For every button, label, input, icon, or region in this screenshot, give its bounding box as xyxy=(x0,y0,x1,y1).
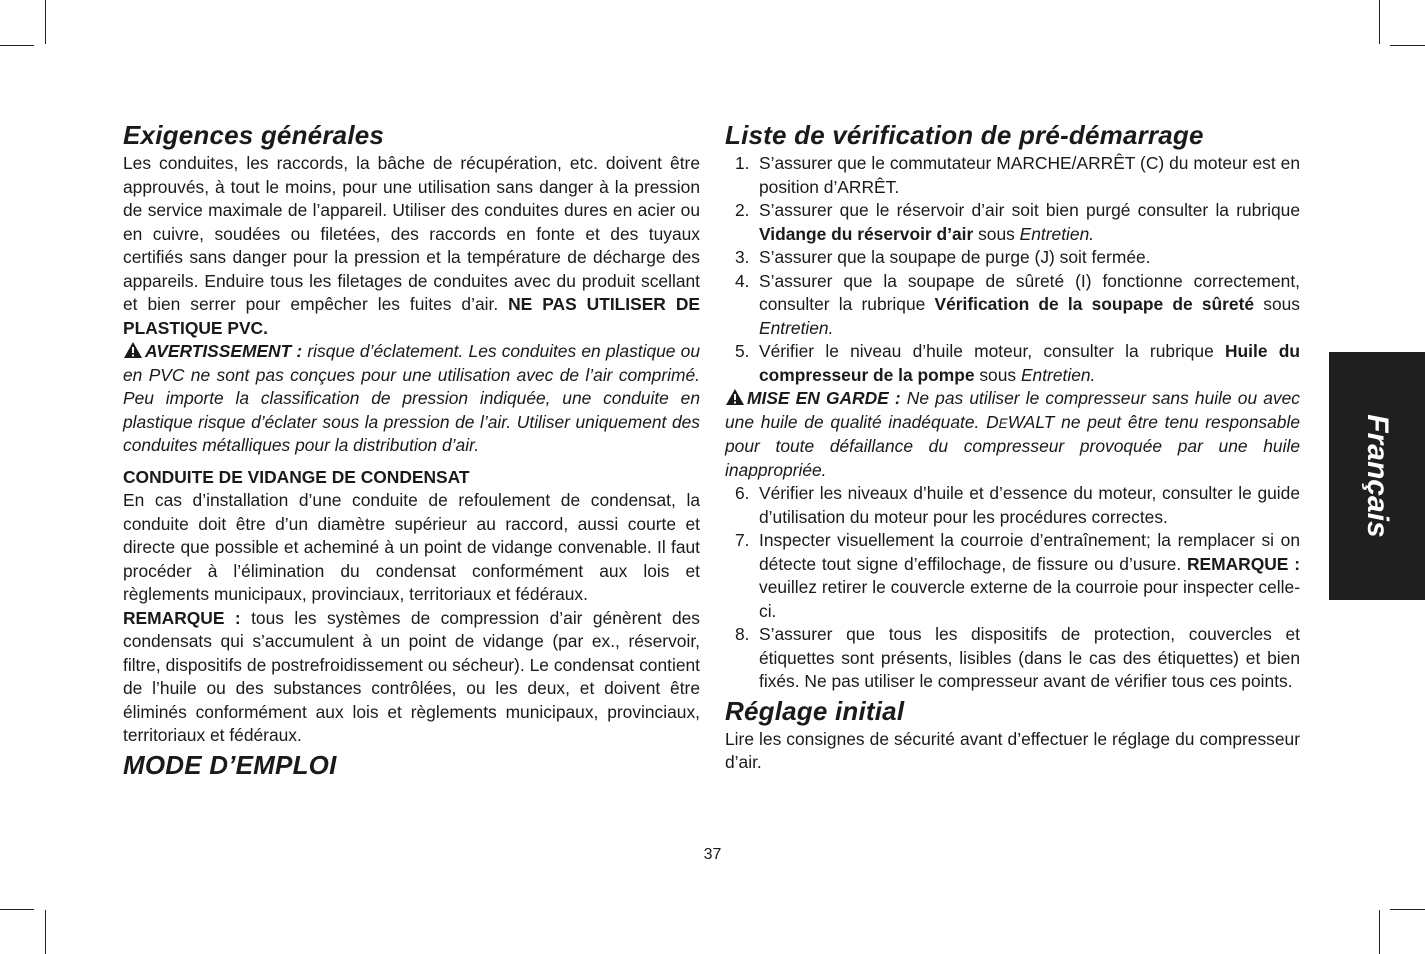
list-item: 5. Vérifier le niveau d’huile moteur, consulter la rubrique Huile du compresseur de la pompe sous Entretien. xyxy=(735,341,1300,385)
list-item: 1. S’assurer que le commutateur MARCHE/ARRÊT (C) du moteur est en position d’ARRÊT. xyxy=(735,153,1300,197)
heading-prestart-checklist: Liste de vérification de pré-démarrage xyxy=(725,120,1204,150)
brand-small-cap: E xyxy=(998,415,1008,431)
right-column xyxy=(725,118,1300,775)
no-pvc-notice: NE PAS UTILISER DE PLASTIQUE PVC. xyxy=(123,294,700,338)
language-side-tab xyxy=(1329,352,1425,600)
crop-mark xyxy=(1390,909,1425,910)
list-item: 7. Inspecter visuellement la courroie d’entraînement; la remplacer si on détecte tout signe d’effilochage, de fissure ou d’usure. REMARQUE : veuillez retirer le couvercle externe de la courroie pour inspecter celle-ci. xyxy=(735,530,1300,621)
warning-text: risque d’éclatement. Les conduites en plastique ou en PVC ne sont pas conçues pour une utilisation avec de l’air comprimé. Peu importe la classification de pression indiquée, une conduite en plastique risque d’éclater sous la pression de l’air. Utiliser uniquement des conduites métalliques pour la distribution d’air. xyxy=(123,341,700,455)
list-item: 2. S’assurer que le réservoir d’air soit bien purgé consulter la rubrique Vidange du réservoir d’air sous Entretien. xyxy=(735,200,1300,244)
note-label: REMARQUE : xyxy=(123,607,241,628)
checklist-steps-continued xyxy=(725,482,1300,694)
list-item: 8. S’assurer que tous les dispositifs de protection, couvercles et étiquettes sont présents, lisibles (dans le cas des étiquettes) et bien fixés. Ne pas utiliser le compresseur avant de vérifier tous ces points. xyxy=(735,624,1300,691)
left-column xyxy=(123,118,700,782)
heading-initial-setup: Réglage initial xyxy=(725,695,905,726)
condensate-paragraph: En cas d’installation d’une conduite de refoulement de condensat, la conduite doit être d’un diamètre supérieur au raccord, aussi courte et directe que possible et acheminé à un point de vidange convenable. Il faut procéder à l’élimination du condensat conformément aux lois et règlements municipaux, provinciaux, territoriaux et fédéraux. xyxy=(123,490,700,604)
page-number: 37 xyxy=(703,846,722,863)
initial-setup-paragraph: Lire les consignes de sécurité avant d’effectuer le réglage du compresseur d’air. xyxy=(725,728,1300,772)
warning-triangle-icon xyxy=(725,388,745,406)
condensate-heading: CONDUITE DE VIDANGE DE CONDENSAT xyxy=(123,466,470,487)
general-requirements-text: Les conduites, les raccords, la bâche de récupération, etc. doivent être approuvés, à tout le moins, pour une utilisation sans danger à la pression de service maximale de l’appareil. Utiliser des conduites dures en acier ou en cuivre, soudées ou filetées, des raccords en fonte et des tuyaux certifiés sans danger pour la pression et la température de décharge des appareils. Enduire tous les filetages de conduites avec du produit scellant et bien serrer pour empêcher les fuites d’air. xyxy=(123,153,700,314)
caution-paragraph xyxy=(725,387,1300,482)
list-item: 4. S’assurer que la soupape de sûreté (I) fonctionne correctement, consulter la rubrique Vérification de la soupape de sûreté sous Entretien. xyxy=(735,270,1300,338)
crop-mark xyxy=(45,910,46,954)
caution-text-end: WALT ne peut être tenu responsable pour toute défaillance du compresseur provoquée par une huile inappropriée. xyxy=(725,411,1300,480)
heading-operating-mode: MODE D’EMPLOI xyxy=(123,749,337,780)
note-paragraph xyxy=(123,607,700,748)
crop-mark xyxy=(0,909,34,910)
caution-text: Ne pas utiliser le compresseur sans huile ou avec une huile de qualité inadéquate. D xyxy=(725,388,1300,432)
language-tab-label: Français xyxy=(1361,414,1394,538)
crop-mark xyxy=(0,45,34,46)
checklist-steps xyxy=(725,152,1300,387)
note-text: tous les systèmes de compression d’air génèrent des condensats qui s’accumulent à un point de vidange (par ex., réservoir, filtre, dispositifs de postrefroidissement ou sécheur). Le condensat contient de l’huile ou des substances contrôlées, ou les deux, et doivent être éliminés conformément aux lois et règlements municipaux, provinciaux, territoriaux et fédéraux. xyxy=(123,607,700,745)
heading-general-requirements: Exigences générales xyxy=(123,120,385,150)
general-requirements-paragraph xyxy=(123,152,700,340)
list-item: 6. Vérifier les niveaux d’huile et d’essence du moteur, consulter le guide d’utilisation du moteur pour les procédures correctes. xyxy=(735,483,1300,527)
crop-mark xyxy=(45,0,46,44)
crop-mark xyxy=(1379,910,1380,954)
crop-mark xyxy=(1379,0,1380,44)
crop-mark xyxy=(1390,45,1425,46)
warning-triangle-icon xyxy=(123,341,143,359)
warning-paragraph xyxy=(123,340,700,458)
list-item: 3. S’assurer que la soupape de purge (J) soit fermée. xyxy=(735,247,1151,267)
caution-label: MISE EN GARDE : xyxy=(747,388,901,408)
warning-label: AVERTISSEMENT : xyxy=(145,341,303,361)
